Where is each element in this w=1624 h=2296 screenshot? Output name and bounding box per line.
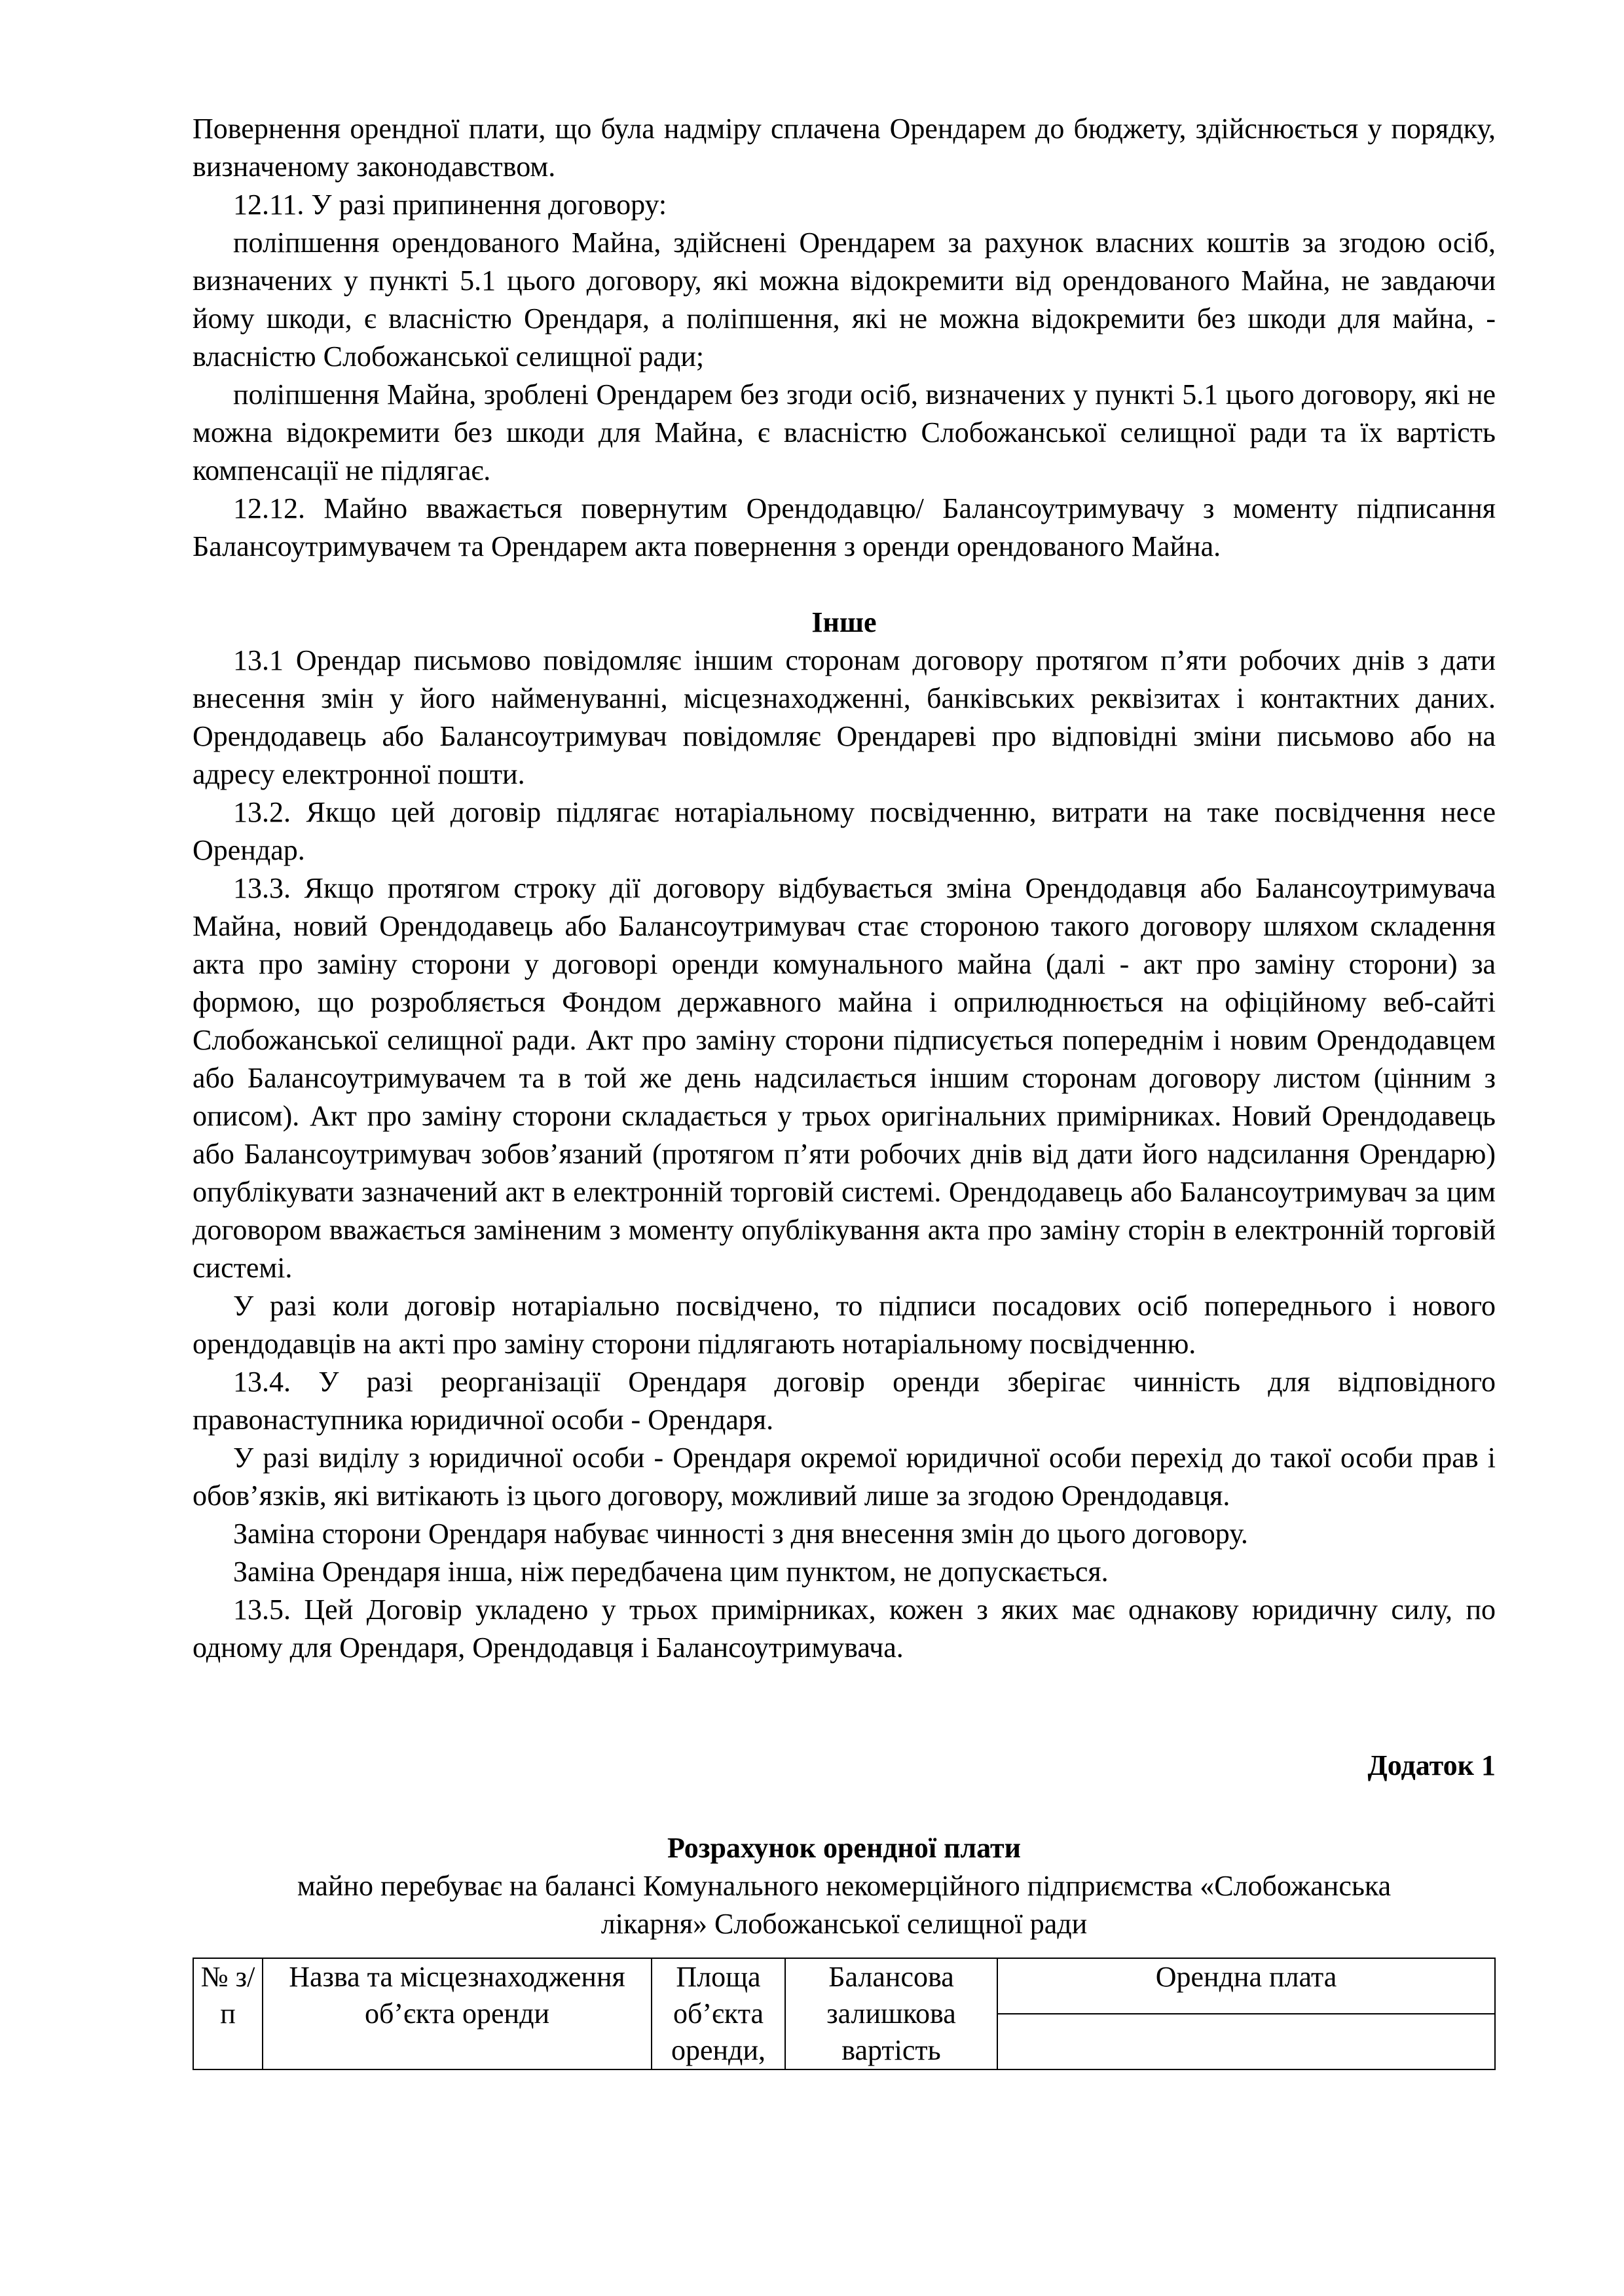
paragraph-13-5: 13.5. Цей Договір укладено у трьох примірниках, кожен з яких має однакову юридичну силу, по одному для Орендаря, Орендодавця і Балансоутримувача.: [193, 1594, 1496, 1664]
paragraph-improvements-without-consent: поліпшення Майна, зроблені Орендарем без згоди осіб, визначених у пункті 5.1 цього договору, які не можна відокремити без шкоди для Майна, є власністю Слобожанської селищної ради та їх вартість компенсації не підлягає.: [193, 378, 1496, 486]
calculation-subtitle-line-1: майно перебуває на балансі Комунального некомерційного підприємства «Слобожанська: [297, 1870, 1392, 1902]
appendix-label: Додаток 1: [1367, 1749, 1496, 1781]
table-header-row: [193, 1958, 1495, 2014]
header-area: Площа об’єкта оренди,: [652, 1958, 785, 2069]
header-number: № з/п: [193, 1958, 263, 2069]
paragraph-13-4: 13.4. У разі реорганізації Орендаря договір оренди зберігає чинність для відповідного правонаступника юридичної особи - Орендаря.: [193, 1366, 1496, 1436]
header-book-value: Балансова залишкова вартість: [785, 1958, 997, 2069]
paragraph-13-2: 13.2. Якщо цей договір підлягає нотаріальному посвідченню, витрати на таке посвідчення несе Орендар.: [193, 796, 1496, 866]
header-object-name: Назва та місцезнаходження об’єкта оренди: [263, 1958, 652, 2069]
paragraph-13-1: 13.1 Орендар письмово повідомляє іншим сторонам договору протягом п’яти робочих днів з дати внесення змін у його найменуванні, місцезнаходженні, банківських реквізитах і контактних даних. Орендодавець або Балансоутримувач повідомляє Орендареві про відповідні зміни письмово або на адресу електронної пошти.: [193, 644, 1496, 790]
paragraph-13-3: 13.3. Якщо протягом строку дії договору відбувається зміна Орендодавця або Балансоутримувача Майна, новий Орендодавець або Балансоутримувач стає стороною такого договору шляхом складення акта про заміну сторони у договорі оренди комунального майна (далі - акт про заміну сторони) за формою, що розробляється Фондом державного майна і оприлюднюється на офіційному веб-сайті Слобожанської селищної ради. Акт про заміну сторони підписується попереднім і новим Орендодавцем або Балансоутримувачем та в той же день надсилається іншим сторонам договору листом (цінним з описом). Акт про заміну сторони складається у трьох оригінальних примірниках. Новий Орендодавець або Балансоутримувач зобов’язаний (протягом п’яти робочих днів від дати його надсилання Орендарю) опублікувати зазначений акт в електронній торговій системі. Орендодавець або Балансоутримувач за цим договором вважається заміненим з моменту опублікування акта про заміну сторін в електронній торговій системі.: [193, 872, 1496, 1284]
paragraph-separation: У разі виділу з юридичної особи - Орендаря окремої юридичної особи перехід до такої особи прав і обов’язків, які витікають із цього договору, можливий лише за згодою Орендодавця.: [193, 1442, 1496, 1512]
paragraph-notarized: У разі коли договір нотаріально посвідчено, то підписи посадових осіб попереднього і нового орендодавців на акті про заміну сторони підлягають нотаріальному посвідченню.: [193, 1290, 1496, 1360]
header-rent: Орендна плата: [997, 1958, 1495, 2014]
section-heading-other: Інше: [811, 606, 877, 638]
paragraph-replacement-effective: Заміна сторони Орендаря набуває чинності з дня внесення змін до цього договору.: [233, 1518, 1248, 1550]
paragraph-12-11: 12.11. У разі припинення договору:: [233, 189, 667, 221]
calculation-title: Розрахунок орендної плати: [667, 1832, 1021, 1864]
paragraph-replacement-not-allowed: Заміна Орендаря інша, ніж передбачена цим пунктом, не допускається.: [233, 1556, 1109, 1588]
paragraph-refund: Повернення орендної плати, що була надміру сплачена Орендарем до бюджету, здійснюється у порядку, визначеному законодавством.: [193, 113, 1496, 183]
header-rent-sub-cell: [997, 2014, 1495, 2069]
paragraph-improvements-with-consent: поліпшення орендованого Майна, здійснені Орендарем за рахунок власних коштів за згодою осіб, визначених у пункті 5.1 цього договору, які можна відокремити від орендованого Майна, не завдаючи йому шкоди, є власністю Орендаря, а поліпшення, які не можна відокремити без шкоди для майна, - власністю Слобожанської селищної ради;: [193, 227, 1496, 373]
document-body: [193, 110, 1496, 2070]
calculation-subtitle-line-2: лікарня» Слобожанської селищної ради: [600, 1908, 1088, 1940]
rent-calculation-table: [193, 1958, 1496, 2070]
paragraph-12-12: 12.12. Майно вважається повернутим Орендодавцю/ Балансоутримувачу з моменту підписання Балансоутримувачем та Орендарем акта повернення з оренди орендованого Майна.: [193, 492, 1496, 562]
